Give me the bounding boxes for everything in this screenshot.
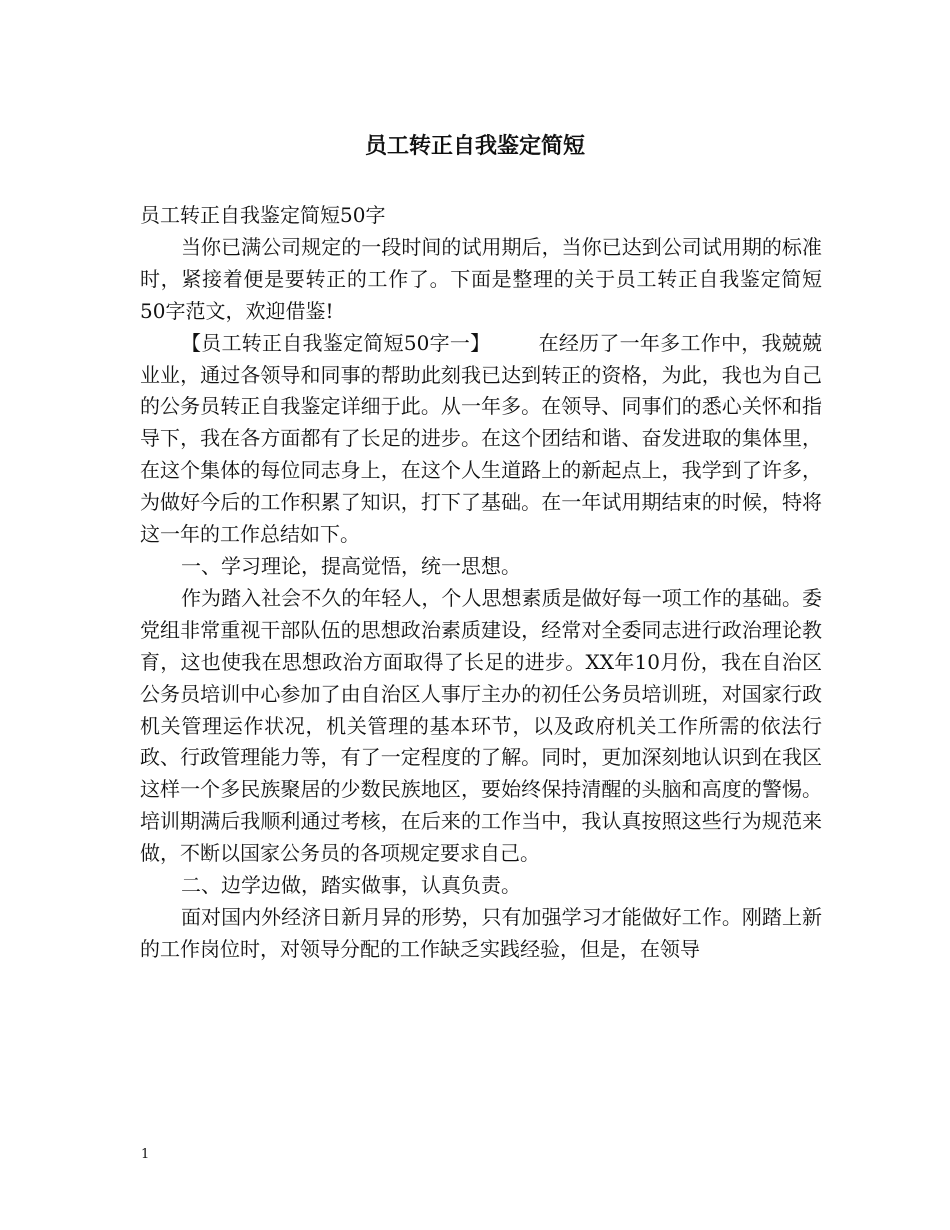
document-body	[140, 200, 822, 966]
sample-heading: 【员工转正自我鉴定简短50字一】	[181, 330, 491, 355]
section-2-body: 面对国内外经济日新月异的形势，只有加强学习才能做好工作。刚踏上新的工作岗位时，对领导分配的工作缺乏实践经验，但是，在领导	[140, 904, 822, 961]
page-number: 1	[141, 1147, 150, 1162]
document-subtitle: 员工转正自我鉴定简短50字	[140, 203, 386, 227]
sample-paragraph	[140, 328, 822, 551]
section-2-heading: 二、边学边做，踏实做事，认真负责。	[181, 873, 521, 898]
section-1-body: 作为踏入社会不久的年轻人，个人思想素质是做好每一项工作的基础。委党组非常重视干部队伍的思想政治素质建设，经常对全委同志进行政治理论教育，这也使我在思想政治方面取得了长足的进步。XX年10月份，我在自治区公务员培训中心参加了由自治区人事厅主办的初任公务员培训班，对国家行政机关管理运作状况，机关管理的基本环节，以及政府机关工作所需的依法行政、行政管理能力等，有了一定程度的了解。同时，更加深刻地认识到在我区这样一个多民族聚居的少数民族地区，要始终保持清醒的头脑和高度的警惕。培训期满后我顺利通过考核，在后来的工作当中，我认真按照这些行为规范来做，不断以国家公务员的各项规定要求自己。	[140, 585, 822, 866]
sample-intro-text: 在经历了一年多工作中，我兢兢业业，通过各领导和同事的帮助此刻我已达到转正的资格，为此，我也为自己的公务员转正自我鉴定详细于此。从一年多。在领导、同事们的悉心关怀和指导下，我在各方面都有了长足的进步。在这个团结和谐、奋发进取的集体里，在这个集体的每位同志身上，在这个人生道路上的新起点上，我学到了许多，为做好今后的工作积累了知识，打下了基础。在一年试用期结束的时候，特将这一年的工作总结如下。	[140, 330, 823, 547]
document-title: 员工转正自我鉴定简短	[364, 133, 585, 159]
intro-paragraph: 当你已满公司规定的一段时间的试用期后，当你已达到公司试用期的标准时，紧接着便是要转正的工作了。下面是整理的关于员工转正自我鉴定简短50字范文，欢迎借鉴!	[140, 234, 822, 323]
section-1-heading: 一、学习理论，提高觉悟，统一思想。	[181, 553, 521, 578]
